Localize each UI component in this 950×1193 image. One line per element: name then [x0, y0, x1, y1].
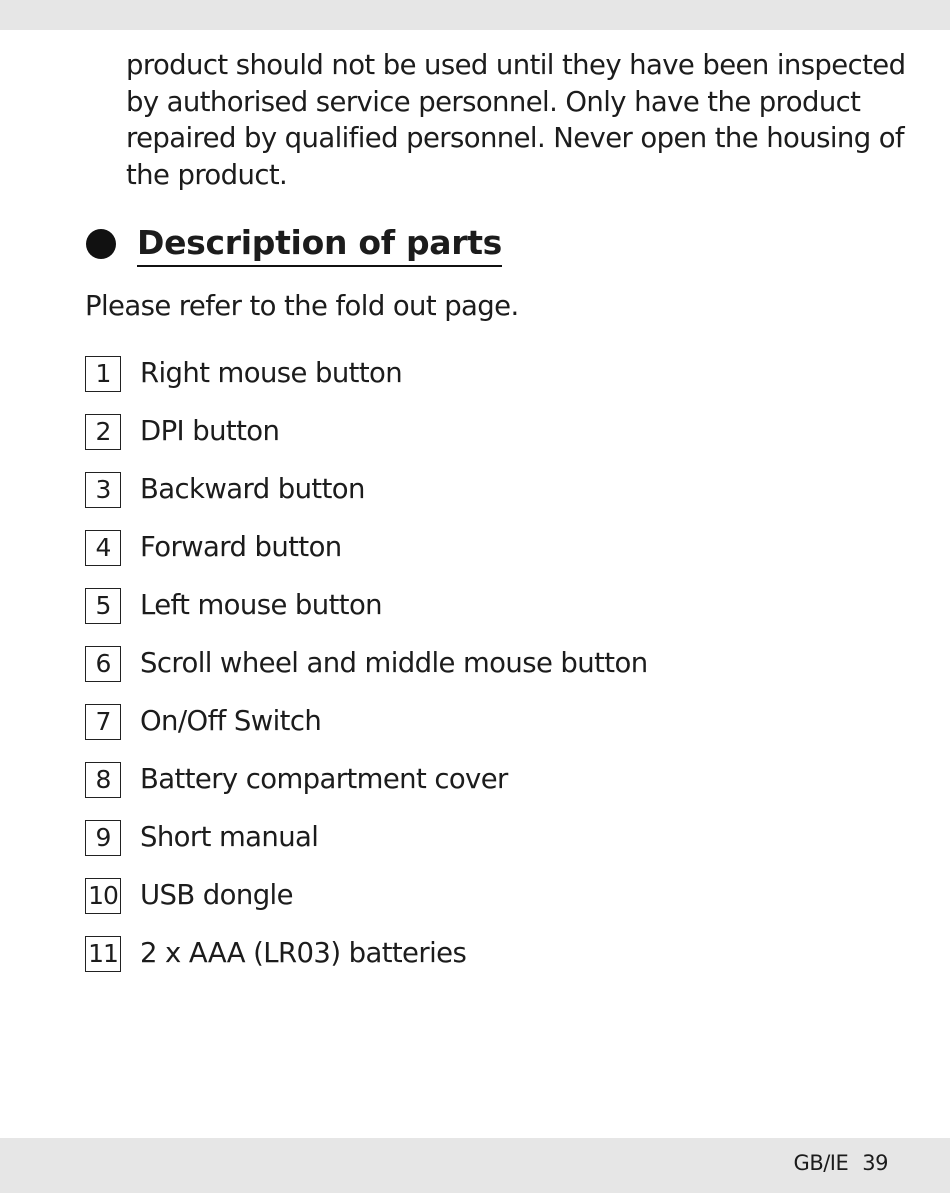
part-number-box: 2: [85, 414, 121, 450]
top-margin-band: [0, 0, 950, 30]
part-number-box: 4: [85, 530, 121, 566]
bullet-icon: [86, 229, 116, 259]
page-footer: [794, 1151, 888, 1175]
part-number-box: 10: [85, 878, 121, 914]
part-label: Scroll wheel and middle mouse button: [140, 647, 648, 679]
part-label: Backward button: [140, 473, 365, 505]
part-label: Right mouse button: [140, 357, 403, 389]
intro-paragraph: product should not be used until they have been inspected by authorised service personnel. Only have the product repaired by qualified personnel. Never open the housing of the product.: [126, 49, 906, 191]
part-number-box: 6: [85, 646, 121, 682]
part-number-box: 3: [85, 472, 121, 508]
section-heading: Description of parts: [137, 222, 502, 267]
part-number-box: 1: [85, 356, 121, 392]
part-number-box: 9: [85, 820, 121, 856]
part-label: Battery compartment cover: [140, 763, 508, 795]
part-label: Left mouse button: [140, 589, 383, 621]
footer-region: GB/IE: [793, 1151, 849, 1175]
part-number-box: 5: [85, 588, 121, 624]
part-number-box: 11: [85, 936, 121, 972]
part-label: USB dongle: [140, 879, 293, 911]
part-label: Short manual: [140, 821, 319, 853]
part-number-box: 7: [85, 704, 121, 740]
part-label: Forward button: [140, 531, 342, 563]
part-label: On/Off Switch: [140, 705, 322, 737]
refer-text: Please refer to the fold out page.: [85, 290, 519, 322]
part-label: DPI button: [140, 415, 280, 447]
page-number: 39: [862, 1151, 888, 1175]
part-number-box: 8: [85, 762, 121, 798]
part-label: 2 x AAA (LR03) batteries: [140, 937, 467, 969]
